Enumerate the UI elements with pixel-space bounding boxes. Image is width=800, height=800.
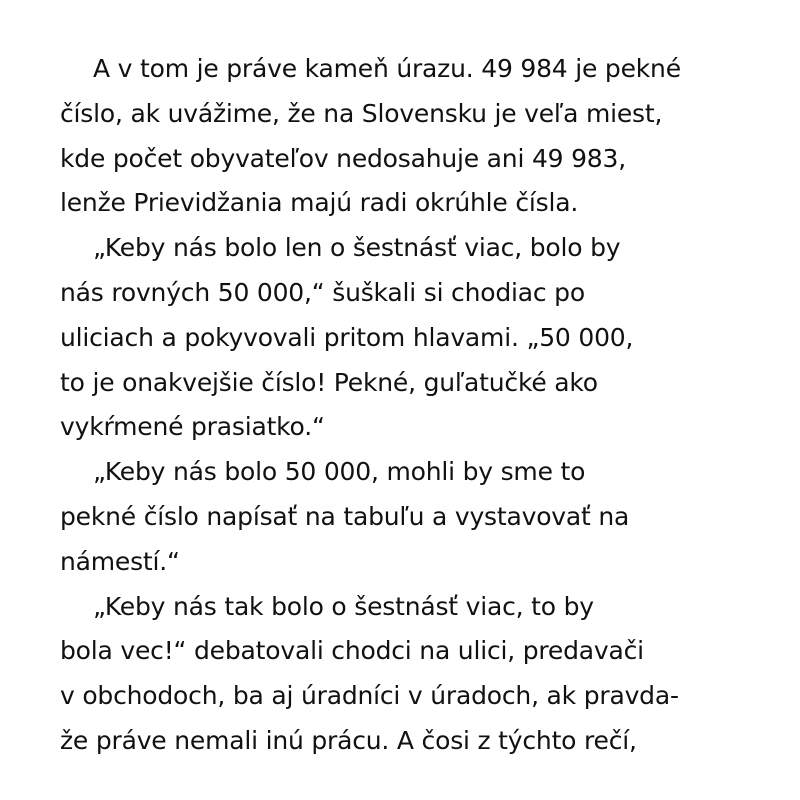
text-line-14: bola vec!“ debatovali chodci na ulici, predavači bbox=[60, 636, 644, 666]
text-line-1: A v tom je práve kameň úrazu. 49 984 je pekné bbox=[93, 54, 681, 83]
text-line-8: to je onakvejšie číslo! Pekné, guľatučké ako bbox=[60, 367, 598, 397]
body-text bbox=[60, 47, 760, 764]
text-line-7: uliciach a pokyvovali pritom hlavami. „50 000, bbox=[60, 322, 634, 352]
text-line-12: námestí.“ bbox=[60, 546, 180, 576]
text-line-16: že práve nemali inú prácu. A čosi z týchto rečí, bbox=[60, 725, 637, 755]
text-line-9: vykŕmené prasiatko.“ bbox=[60, 412, 325, 442]
text-line-4: lenže Prievidžania majú radi okrúhle čísla. bbox=[60, 188, 579, 218]
text-line-13: „Keby nás tak bolo o šestnásť viac, to by bbox=[93, 591, 594, 621]
text-line-6: nás rovných 50 000,“ šuškali si chodiac po bbox=[60, 277, 585, 307]
text-line-11: pekné číslo napísať na tabuľu a vystavovať na bbox=[60, 501, 630, 531]
text-line-10: „Keby nás bolo 50 000, mohli by sme to bbox=[93, 457, 586, 487]
text-line-5: „Keby nás bolo len o šestnásť viac, bolo by bbox=[93, 233, 621, 263]
text-line-15: v obchodoch, ba aj úradníci v úradoch, ak pravda- bbox=[60, 681, 679, 711]
text-line-2: číslo, ak uvážime, že na Slovensku je veľa miest, bbox=[60, 98, 663, 128]
text-line-3: kde počet obyvateľov nedosahuje ani 49 983, bbox=[60, 143, 626, 173]
